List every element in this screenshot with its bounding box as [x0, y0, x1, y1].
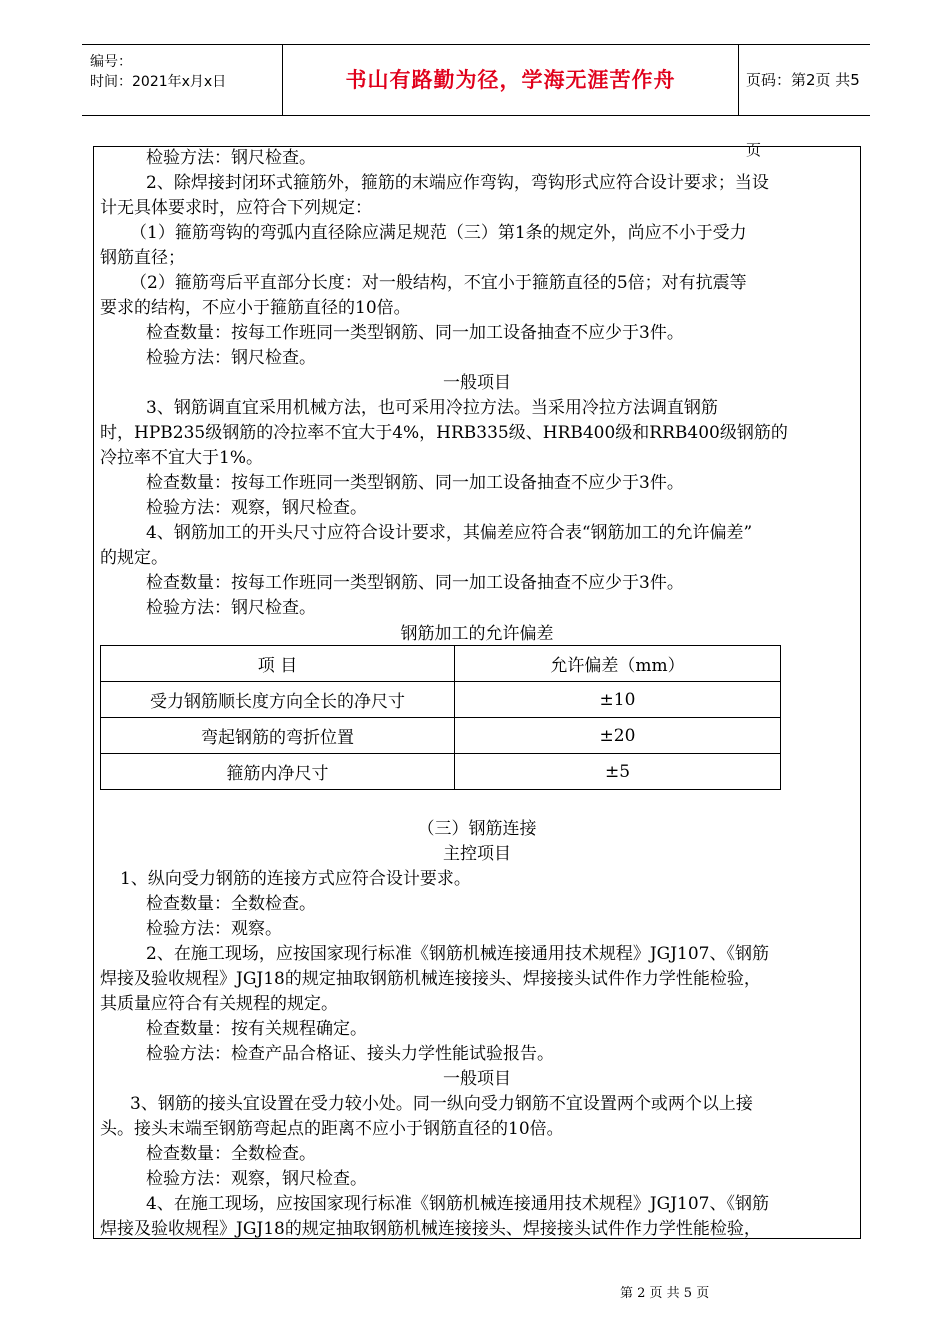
table-header-row — [101, 646, 781, 682]
tolerance-table — [100, 645, 781, 790]
paragraph-line: 计无具体要求时，应符合下列规定： — [100, 198, 372, 218]
paragraph-line: 头。接头末端至钢筋弯起点的距离不应小于钢筋直径的10倍。 — [100, 1119, 564, 1139]
paragraph-line: 检验方法：钢尺检查。 — [146, 148, 316, 168]
paragraph-line: 检验方法：钢尺检查。 — [146, 598, 316, 618]
paragraph-line: 3、钢筋调直宜采用机械方法，也可采用冷拉方法。当采用冷拉方法调直钢筋 — [146, 398, 718, 418]
paragraph-line: 2、在施工现场，应按国家现行标准《钢筋机械连接通用技术规程》JGJ107、《钢筋 — [146, 944, 769, 964]
table-cell: 箍筋内净尺寸 — [101, 754, 455, 790]
table-header-cell: 项 目 — [101, 646, 455, 682]
table-cell: ±20 — [455, 718, 781, 754]
code-label: 编号： — [90, 54, 132, 70]
paragraph-line: 的规定。 — [100, 548, 168, 568]
paragraph-line: （1）箍筋弯钩的弯弧内直径除应满足规范（三）第1条的规定外，尚应不小于受力 — [130, 223, 747, 243]
paragraph-line: 钢筋直径； — [100, 248, 185, 268]
header-motto: 书山有路勤为径，学海无涯苦作舟 — [345, 68, 676, 92]
header-divider — [738, 45, 739, 115]
paragraph-line: 冷拉率不宜大于1%。 — [100, 448, 263, 468]
paragraph-line: 焊接及验收规程》JGJ18的规定抽取钢筋机械连接接头、焊接接头试件作力学性能检验， — [100, 1219, 761, 1239]
paragraph-line: 检验方法：钢尺检查。 — [146, 348, 316, 368]
table-cell: 弯起钢筋的弯折位置 — [101, 718, 455, 754]
paragraph-line: 1、纵向受力钢筋的连接方式应符合设计要求。 — [120, 869, 471, 889]
paragraph-line: 其质量应符合有关规程的规定。 — [100, 994, 338, 1014]
paragraph-line: 要求的结构，不应小于箍筋直径的10倍。 — [100, 298, 411, 318]
paragraph-line: 检查数量：按每工作班同一类型钢筋、同一加工设备抽查不应少于3件。 — [146, 473, 684, 493]
section-heading: （三）钢筋连接 — [417, 819, 537, 839]
paragraph-line: 2、除焊接封闭环式箍筋外，箍筋的末端应作弯钩，弯钩形式应符合设计要求；当设 — [146, 173, 769, 193]
table-header-cell: 允许偏差（mm） — [455, 646, 781, 682]
section-heading: 主控项目 — [443, 844, 511, 864]
page-footer: 第 2 页 共 5 页 — [620, 1286, 710, 1301]
table-cell: 受力钢筋顺长度方向全长的净尺寸 — [101, 682, 455, 718]
body-section-1 — [100, 146, 854, 621]
table-title: 钢筋加工的允许偏差 — [400, 624, 554, 644]
paragraph-line: 4、在施工现场，应按国家现行标准《钢筋机械连接通用技术规程》JGJ107、《钢筋 — [146, 1194, 769, 1214]
paragraph-line: 4、钢筋加工的开头尺寸应符合设计要求，其偏差应符合表“钢筋加工的允许偏差” — [146, 523, 753, 543]
table-row — [101, 682, 781, 718]
paragraph-line: 3、钢筋的接头宜设置在受力较小处。同一纵向受力钢筋不宜设置两个或两个以上接 — [130, 1094, 753, 1114]
table-row — [101, 718, 781, 754]
table-cell: ±5 — [455, 754, 781, 790]
paragraph-line: 检验方法：观察。 — [146, 919, 282, 939]
paragraph-line: 检查数量：全数检查。 — [146, 894, 316, 914]
time-label: 时间：2021年x月x日 — [90, 74, 227, 90]
paragraph-line: 检验方法：检查产品合格证、接头力学性能试验报告。 — [146, 1044, 554, 1064]
header-page-number: 页码：第2页 共5页 — [746, 71, 860, 159]
section-heading: 一般项目 — [443, 1069, 511, 1089]
paragraph-line: 检查数量：按每工作班同一类型钢筋、同一加工设备抽查不应少于3件。 — [146, 573, 684, 593]
table-row — [101, 754, 781, 790]
paragraph-line: 时，HPB235级钢筋的冷拉率不宜大于4%，HRB335级、HRB400级和RRB400级钢筋的 — [100, 423, 788, 443]
body-section-2 — [100, 817, 854, 1242]
section-heading: 一般项目 — [443, 373, 511, 393]
paragraph-line: 检查数量：全数检查。 — [146, 1144, 316, 1164]
header-meta — [82, 45, 282, 115]
paragraph-line: 检查数量：按有关规程确定。 — [146, 1019, 367, 1039]
paragraph-line: 检验方法：观察，钢尺检查。 — [146, 498, 367, 518]
table-cell: ±10 — [455, 682, 781, 718]
paragraph-line: 检验方法：观察，钢尺检查。 — [146, 1169, 367, 1189]
paragraph-line: 检查数量：按每工作班同一类型钢筋、同一加工设备抽查不应少于3件。 — [146, 323, 684, 343]
paragraph-line: 焊接及验收规程》JGJ18的规定抽取钢筋机械连接接头、焊接接头试件作力学性能检验， — [100, 969, 761, 989]
paragraph-line: （2）箍筋弯后平直部分长度：对一般结构，不宜小于箍筋直径的5倍；对有抗震等 — [130, 273, 747, 293]
